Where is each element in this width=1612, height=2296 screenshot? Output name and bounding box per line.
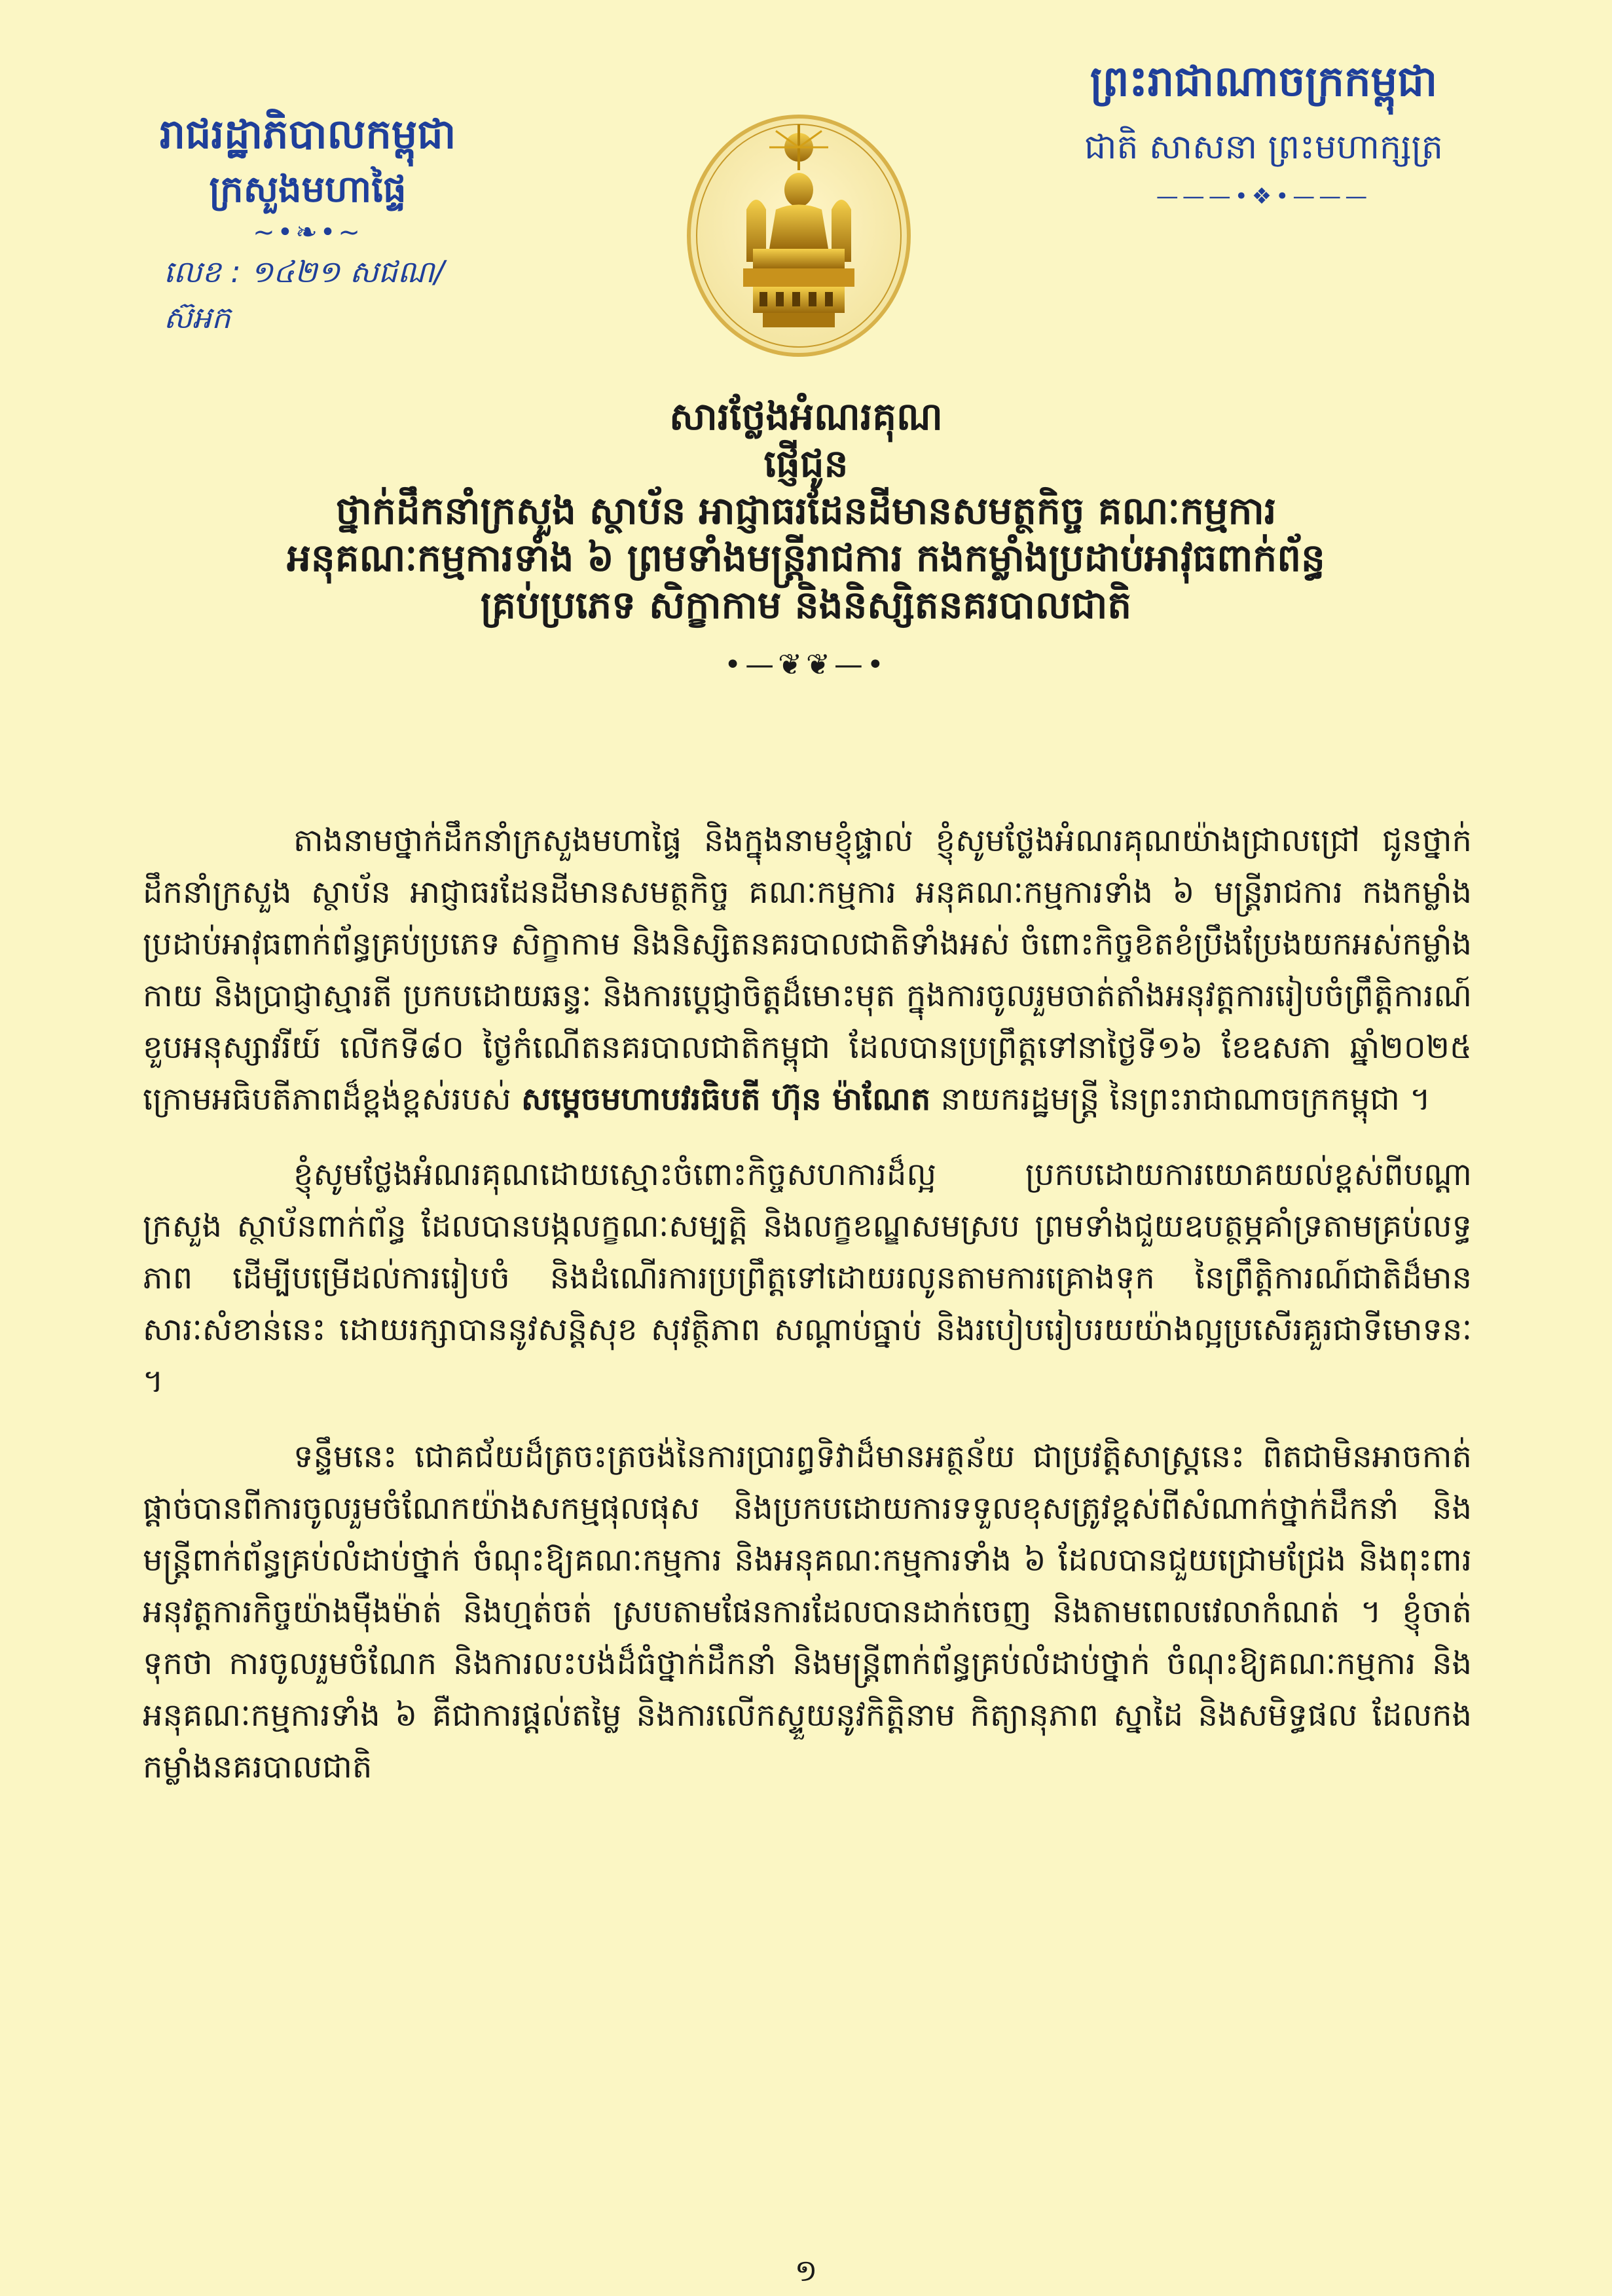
ministry-name: ក្រសួងមហាផ្ទៃ: [209, 168, 407, 211]
paragraph-1-text: តាងនាមថ្នាក់ដឹកនាំក្រសួងមហាផ្ទៃ និងក្នុងនាមខ្ញុំផ្ទាល់ ខ្ញុំសូមថ្លែងអំណរគុណយ៉ាងជ្រាលជ្រៅ ជូនថ្នាក់ដឹកនាំក្រសួង ស្ថាប័ន អាជ្ញាធរដែនដីមានសមត្ថកិច្ច គណៈកម្មការ អនុគណៈកម្មការទាំង ៦ មន្ត្រីរាជការ កងកម្លាំងប្រដាប់អាវុធពាក់ព័ន្ធគ្រប់ប្រភេទ សិក្ខាកាម និងនិស្សិតនគរបាលជាតិទាំងអស់ ចំពោះកិច្ចខិតខំប្រឹងប្រែងយកអស់កម្លាំងកាយ និងប្រាជ្ញាស្មារតី ប្រកបដោយឆន្ទៈ និងការប្តេជ្ញាចិត្តដ៏មោះមុត ក្នុងការចូលរួមចាត់តាំងអនុវត្តការរៀបចំព្រឹត្តិការណ៍ខួបអនុស្សាវរីយ៍ លើកទី៨០ ថ្ងៃកំណើតនគរបាលជាតិកម្ពុជា ដែលបានប្រព្រឹត្តទៅនាថ្ងៃទី១៦ ខែឧសភា ឆ្នាំ២០២៥ ក្រោមអធិបតីភាពដ៏ខ្ពង់ខ្ពស់របស់: [143, 822, 1472, 1118]
national-motto: ជាតិ សាសនា ព្រះមហាក្សត្រ: [1084, 128, 1443, 167]
paragraph-1-end: នាយករដ្ឋមន្ត្រី នៃព្រះរាជាណាចក្រកម្ពុជា ។: [930, 1081, 1431, 1118]
header-ornament: ~•❧•~: [253, 217, 363, 247]
title-line-1: សារថ្លែងអំណរគុណ: [669, 394, 943, 439]
letter-body: [143, 815, 1472, 1817]
letter-title: [131, 393, 1481, 682]
motto-ornament: ———•❖•———: [1156, 183, 1372, 210]
government-name: រាជរដ្ឋាភិបាលកម្ពុជា: [159, 110, 456, 158]
paragraph-1: [143, 815, 1472, 1125]
title-line-2: ផ្ញើជូន: [763, 441, 849, 486]
ministry-header: [105, 105, 511, 340]
kingdom-name: ព្រះរាជាណាចក្រកម្ពុជា: [1090, 58, 1438, 106]
kingdom-header: [1008, 46, 1519, 216]
royal-emblem-icon: [684, 111, 913, 360]
title-divider: •—❦❦—•: [724, 648, 888, 682]
title-line-5: គ្រប់ប្រភេទ សិក្ខាកាម និងនិស្សិតនគរបាលជាតិ: [480, 583, 1132, 627]
prime-minister-name: សម្តេចមហាបវរធិបតី ហ៊ុន ម៉ាណែត: [521, 1081, 931, 1118]
title-line-4: អនុគណៈកម្មការទាំង ៦ ព្រមទាំងមន្ត្រីរាជការ កងកម្លាំងប្រដាប់អាវុធពាក់ព័ន្ធ: [287, 536, 1325, 580]
paragraph-3: ទន្ទឹមនេះ ជោគជ័យដ៏ត្រចះត្រចង់នៃការប្រារព្ធទិវាដ៏មានអត្ថន័យ ជាប្រវត្តិសាស្ត្រនេះ ពិតជាមិនអាចកាត់ផ្តាច់បានពីការចូលរួមចំណែកយ៉ាងសកម្មផុលផុស និងប្រកបដោយការទទួលខុសត្រូវខ្ពស់ពីសំណាក់ថ្នាក់ដឹកនាំ និងមន្ត្រីពាក់ព័ន្ធគ្រប់លំដាប់ថ្នាក់ ចំណុះឱ្យគណៈកម្មការ និងអនុគណៈកម្មការទាំង ៦ ដែលបានជួយជ្រោមជ្រែង និងពុះពារអនុវត្តការកិច្ចយ៉ាងម៉ឺងម៉ាត់ និងហ្មត់ចត់ ស្របតាមផែនការដែលបានដាក់ចេញ និងតាមពេលវេលាកំណត់ ។ ខ្ញុំចាត់ទុកថា ការចូលរួមចំណែក និងការលះបង់ដ៏ធំថ្នាក់ដឹកនាំ និងមន្ត្រីពាក់ព័ន្ធគ្រប់លំដាប់ថ្នាក់ ចំណុះឱ្យគណៈកម្មការ និងអនុគណៈកម្មការទាំង ៦ គឺជាការផ្តល់តម្លៃ និងការលើកស្ទួយនូវកិត្តិនាម កិត្យានុភាព ស្នាដៃ និងសមិទ្ធផល ដែលកងកម្លាំងនគរបាលជាតិ: [143, 1438, 1472, 1785]
reference-number: លេខ : ១៤២១ សជណ/ស៊អក: [164, 254, 445, 335]
title-line-3: ថ្នាក់ដឹកនាំក្រសួង ស្ថាប័ន អាជ្ញាធរដែនដីមានសមត្ថកិច្ច គណៈកម្មការ: [335, 488, 1277, 533]
page-number: ១: [794, 2253, 818, 2288]
paragraph-2: ខ្ញុំសូមថ្លែងអំណរគុណដោយស្មោះចំពោះកិច្ចសហការដ៏ល្អ ប្រកបដោយការយោគយល់ខ្ពស់ពីបណ្តាក្រសួង ស្ថាប័នពាក់ព័ន្ធ ដែលបានបង្កលក្ខណៈសម្បត្តិ និងលក្ខខណ្ឌសមស្រប ព្រមទាំងជួយឧបត្ថម្ភគាំទ្រតាមគ្រប់លទ្ធភាព ដើម្បីបម្រើដល់ការរៀបចំ និងដំណើរការប្រព្រឹត្តទៅដោយរលូនតាមការគ្រោងទុក នៃព្រឹត្តិការណ៍ជាតិដ៏មានសារៈសំខាន់នេះ ដោយរក្សាបាននូវសន្តិសុខ សុវត្ថិភាព សណ្តាប់ធ្នាប់ និងរបៀបរៀបរយយ៉ាងល្អប្រសើរគួរជាទីមោទនៈ ។: [143, 1156, 1472, 1400]
